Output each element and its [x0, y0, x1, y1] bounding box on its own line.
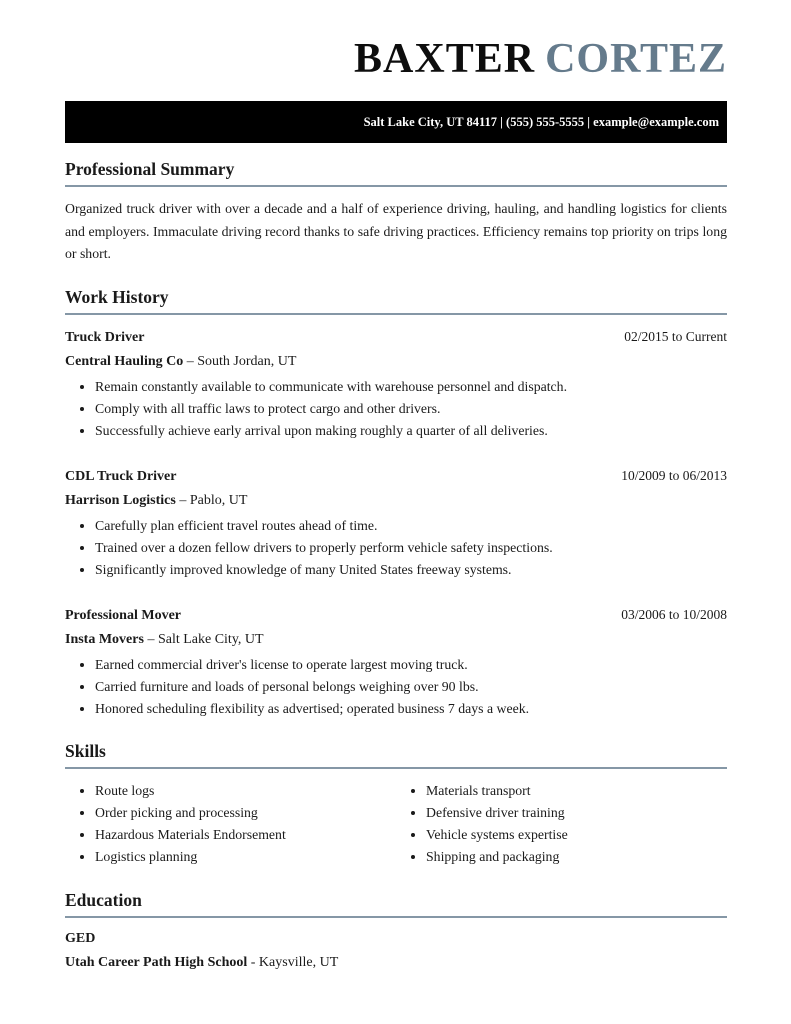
contact-bar: [65, 101, 727, 143]
skills-column-right: [396, 780, 727, 868]
job-title: Truck Driver: [65, 329, 145, 345]
work-history-section: [65, 287, 727, 720]
job-company-line: [65, 493, 727, 509]
skill-item: • Materials transport: [426, 780, 727, 802]
job-company-line: [65, 354, 727, 370]
company-name: Harrison Logistics: [65, 492, 176, 508]
degree: GED: [65, 930, 96, 946]
job-bullet-list: [65, 515, 727, 581]
education-section: [65, 890, 727, 971]
bullet-item: • Comply with all traffic laws to protect cargo and other drivers.: [95, 398, 727, 420]
job-dates: 03/2006 to 10/2008: [621, 606, 727, 622]
section-title-work-history: Work History: [65, 287, 727, 315]
job-title: Professional Mover: [65, 607, 181, 623]
skill-item: • Route logs: [95, 780, 396, 802]
school-location: - Kaysville, UT: [250, 954, 339, 970]
job-header: [65, 468, 727, 485]
candidate-last-name: CORTEZ: [545, 36, 727, 82]
school-name: Utah Career Path High School: [65, 954, 248, 970]
company-name: Central Hauling Co: [65, 353, 184, 369]
school-line: [65, 955, 727, 971]
skill-item: • Order picking and processing: [95, 802, 396, 824]
bullet-item: • Carried furniture and loads of personal belongs weighing over 90 lbs.: [95, 676, 727, 698]
company-location: – South Jordan, UT: [186, 353, 297, 369]
bullet-item: • Trained over a dozen fellow drivers to properly perform vehicle safety inspections.: [95, 537, 727, 559]
skill-item: • Defensive driver training: [426, 802, 727, 824]
summary-section: [65, 159, 727, 266]
candidate-first-name: BAXTER: [354, 36, 536, 82]
company-location: – Salt Lake City, UT: [147, 631, 264, 647]
skill-item: • Logistics planning: [95, 846, 396, 868]
skills-grid: [65, 774, 727, 868]
job-entry: [65, 468, 727, 581]
bullet-item: • Carefully plan efficient travel routes ahead of time.: [95, 515, 727, 537]
bullet-item: • Significantly improved knowledge of many United States freeway systems.: [95, 559, 727, 581]
job-header: [65, 607, 727, 624]
company-name: Insta Movers: [65, 631, 144, 647]
job-dates: 02/2015 to Current: [624, 328, 727, 344]
skills-column-left: [65, 780, 396, 868]
company-location: – Pablo, UT: [179, 492, 248, 508]
skill-item: • Hazardous Materials Endorsement: [95, 824, 396, 846]
section-title-education: Education: [65, 890, 727, 918]
summary-text: Organized truck driver with over a decade and a half of experience driving, hauling, and handling logistics for clients and employers. Immaculate driving record thanks to safe driving practices. Efficiency remains top priority on trips long or short.: [65, 201, 727, 261]
job-bullet-list: [65, 376, 727, 442]
candidate-name: [65, 38, 727, 80]
job-bullet-list: [65, 654, 727, 720]
job-dates: 10/2009 to 06/2013: [621, 467, 727, 483]
bullet-item: • Remain constantly available to communicate with warehouse personnel and dispatch.: [95, 376, 727, 398]
section-title-skills: Skills: [65, 741, 727, 769]
skill-item: • Shipping and packaging: [426, 846, 727, 868]
section-title-summary: Professional Summary: [65, 159, 727, 187]
job-entry: [65, 607, 727, 720]
bullet-item: • Honored scheduling flexibility as advertised; operated business 7 days a week.: [95, 698, 727, 720]
job-header: [65, 329, 727, 346]
job-title: CDL Truck Driver: [65, 468, 177, 484]
bullet-item: • Earned commercial driver's license to operate largest moving truck.: [95, 654, 727, 676]
skill-item: • Vehicle systems expertise: [426, 824, 727, 846]
bullet-item: • Successfully achieve early arrival upon making roughly a quarter of all deliveries.: [95, 420, 727, 442]
skills-section: [65, 741, 727, 868]
job-entry: [65, 329, 727, 442]
job-company-line: [65, 632, 727, 648]
contact-info: Salt Lake City, UT 84117 | (555) 555-5555 | example@example.com: [363, 114, 719, 129]
